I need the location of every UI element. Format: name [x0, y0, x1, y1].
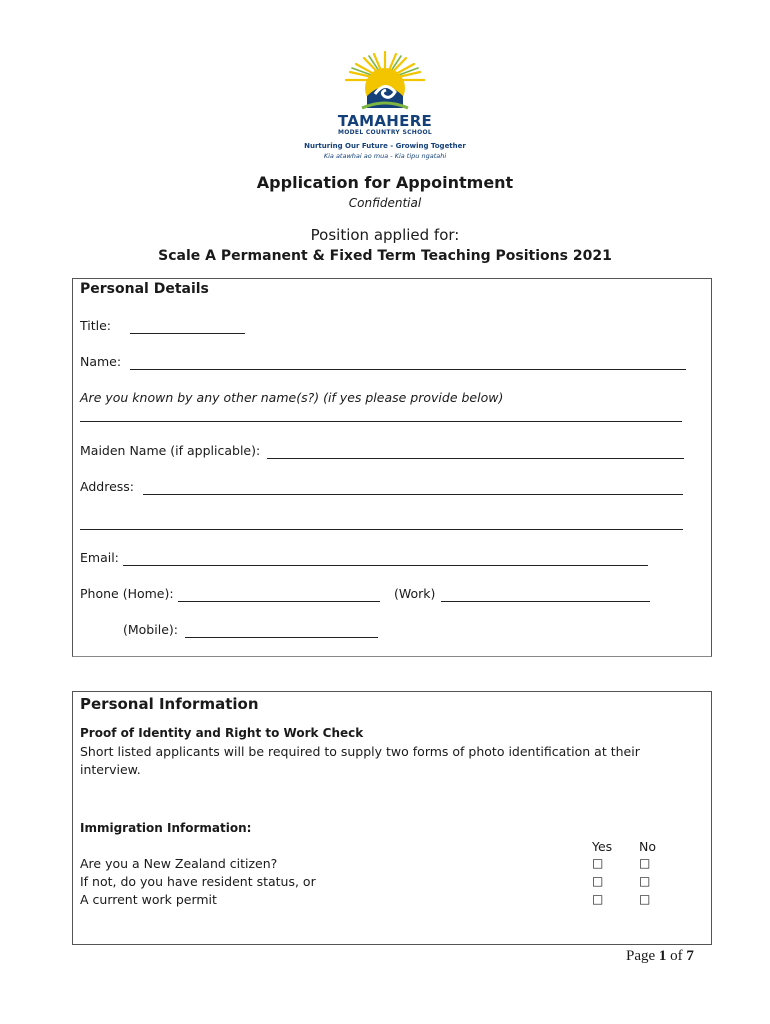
- document-subtitle: Confidential: [348, 196, 422, 210]
- question-work-permit: A current work permit: [80, 892, 217, 907]
- logo-school-name: TAMAHERE: [337, 112, 433, 130]
- school-logo: [300, 50, 470, 170]
- personal-information-heading: Personal Information: [80, 695, 259, 713]
- maiden-name-label: Maiden Name (if applicable):: [80, 443, 261, 458]
- nz-citizen-yes-checkbox[interactable]: □: [592, 856, 604, 870]
- title-label: Title:: [80, 318, 111, 333]
- phone-home-label: Phone (Home):: [80, 586, 174, 601]
- no-column-label: No: [639, 839, 656, 854]
- other-names-field[interactable]: [80, 421, 682, 422]
- phone-home-field[interactable]: [178, 601, 380, 602]
- proof-of-identity-text-line-2: interview.: [80, 762, 141, 777]
- proof-of-identity-text-line-1: Short listed applicants will be required to supply two forms of photo identification at their: [80, 744, 640, 759]
- page-number: [626, 948, 694, 965]
- address-label: Address:: [80, 479, 134, 494]
- position-value: Scale A Permanent & Fixed Term Teaching Positions 2021: [158, 248, 612, 264]
- logo-tagline-maori: Kia atawhai ao mua - Kia tipu ngatahi: [323, 152, 447, 160]
- work-permit-yes-checkbox[interactable]: □: [592, 892, 604, 906]
- logo-tagline: Nurturing Our Future - Growing Together: [304, 142, 466, 150]
- address-field-line-2[interactable]: [80, 529, 683, 530]
- question-nz-citizen: Are you a New Zealand citizen?: [80, 856, 278, 871]
- logo-school-subname: MODEL COUNTRY SCHOOL: [337, 129, 433, 136]
- question-resident-status: If not, do you have resident status, or: [80, 874, 316, 889]
- email-label: Email:: [80, 550, 119, 565]
- yes-column-label: Yes: [592, 839, 613, 854]
- personal-details-heading: Personal Details: [80, 281, 209, 297]
- page-of-word: of: [670, 948, 683, 964]
- sun-koru-icon: [300, 50, 470, 112]
- position-label: Position applied for:: [310, 226, 460, 244]
- page-current: 1: [658, 948, 667, 964]
- name-field[interactable]: [130, 369, 686, 370]
- phone-mobile-label: (Mobile):: [123, 622, 178, 637]
- work-permit-no-checkbox[interactable]: □: [639, 892, 651, 906]
- proof-of-identity-heading: Proof of Identity and Right to Work Check: [80, 726, 364, 740]
- page-word: Page: [626, 948, 656, 964]
- email-field[interactable]: [123, 565, 648, 566]
- document-title: Application for Appointment: [256, 173, 514, 192]
- phone-work-label: (Work): [394, 586, 436, 601]
- address-field-line-1[interactable]: [143, 494, 683, 495]
- maiden-name-field[interactable]: [267, 458, 684, 459]
- phone-mobile-field[interactable]: [185, 637, 378, 638]
- page-total: 7: [686, 948, 694, 964]
- resident-status-yes-checkbox[interactable]: □: [592, 874, 604, 888]
- title-field[interactable]: [130, 333, 245, 334]
- name-label: Name:: [80, 354, 122, 369]
- resident-status-no-checkbox[interactable]: □: [639, 874, 651, 888]
- other-names-question: Are you known by any other name(s?) (if yes please provide below): [80, 390, 504, 405]
- nz-citizen-no-checkbox[interactable]: □: [639, 856, 651, 870]
- immigration-heading: Immigration Information:: [80, 821, 252, 835]
- phone-work-field[interactable]: [441, 601, 650, 602]
